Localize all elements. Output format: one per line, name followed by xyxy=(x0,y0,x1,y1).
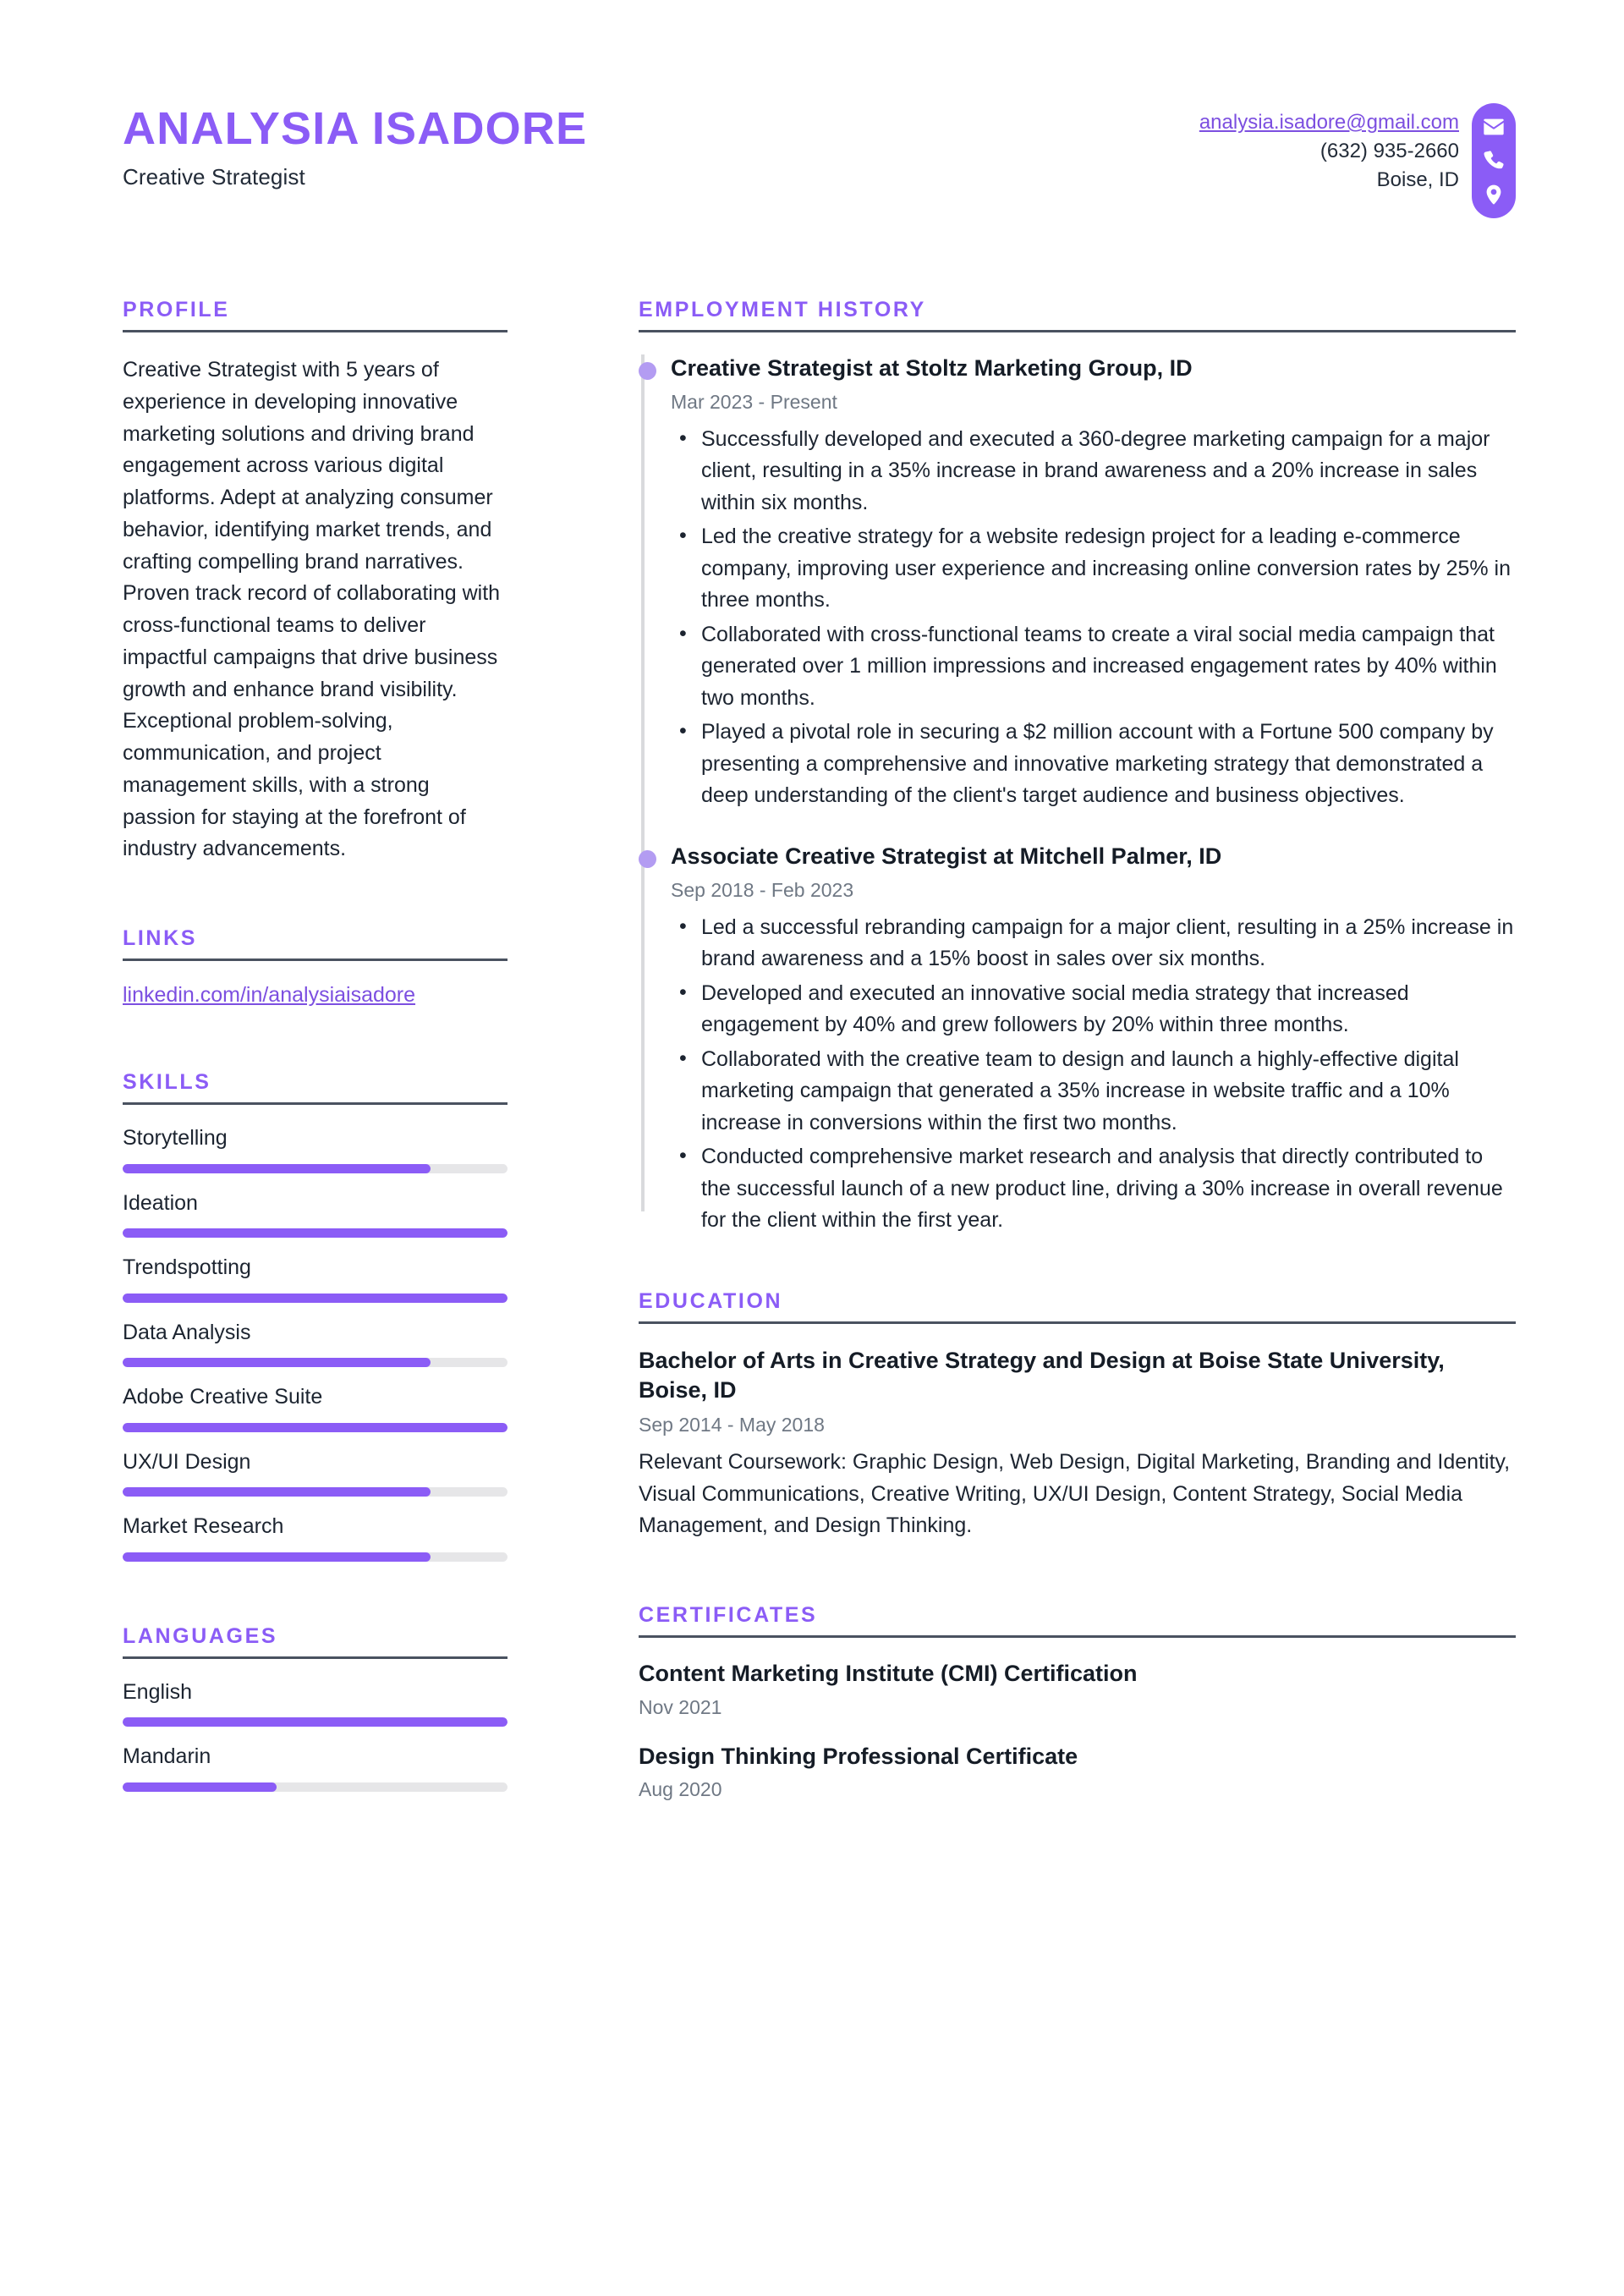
bullet-item: • Led the creative strategy for a website redesign project for a leading e-commerce company, improving user experience and increasing online conversion rates by 25% in three months. xyxy=(671,521,1516,617)
language-row xyxy=(123,1681,508,1727)
identity-block xyxy=(123,91,587,190)
contact-icon-rail xyxy=(1472,103,1516,218)
skill-row xyxy=(123,1386,508,1432)
skill-level-fill xyxy=(123,1487,431,1497)
skill-row xyxy=(123,1515,508,1562)
skill-level-track xyxy=(123,1164,508,1173)
language-level-fill xyxy=(123,1782,277,1792)
employment-entry xyxy=(671,354,1516,812)
section-skills xyxy=(123,1070,508,1562)
section-certificates xyxy=(639,1603,1516,1802)
main-column xyxy=(639,298,1516,1825)
resume-body xyxy=(0,218,1624,1825)
skill-label: Market Research xyxy=(123,1514,284,1538)
education-description: Relevant Coursework: Graphic Design, Web Design, Digital Marketing, Branding and Identity, Visual Communications, Creative Writing, UX/UI Design, Content Strategy, Social Media Management, and Design Thinking. xyxy=(639,1450,1511,1538)
education-entry xyxy=(639,1346,1516,1542)
section-profile xyxy=(123,298,508,865)
skill-label: Data Analysis xyxy=(123,1320,251,1344)
skill-level-track xyxy=(123,1487,508,1497)
contact-lines xyxy=(1199,103,1459,195)
language-level-track xyxy=(123,1782,508,1792)
contact-location: Boise, ID xyxy=(1376,168,1459,192)
link-item[interactable]: linkedin.com/in/analysiaisadore xyxy=(123,983,416,1007)
envelope-icon xyxy=(1482,115,1506,139)
bullet-item: • Developed and executed an innovative social media strategy that increased engagement by 40% and grew followers by 20% within three months. xyxy=(671,978,1516,1041)
languages-divider xyxy=(123,1656,508,1659)
skill-label: Adobe Creative Suite xyxy=(123,1385,323,1409)
certificates-heading: CERTIFICATES xyxy=(639,1602,818,1627)
skills-list xyxy=(123,1127,508,1562)
certificates-divider xyxy=(639,1635,1516,1638)
skill-level-track xyxy=(123,1552,508,1562)
profile-heading: PROFILE xyxy=(123,298,230,321)
certificate-date: Nov 2021 xyxy=(639,1695,722,1718)
skill-row xyxy=(123,1127,508,1173)
language-label: Mandarin xyxy=(123,1744,211,1768)
contact-email[interactable]: analysia.isadore@gmail.com xyxy=(1199,111,1459,134)
skill-label: Storytelling xyxy=(123,1126,228,1150)
map-pin-icon xyxy=(1482,183,1506,206)
skill-label: Trendspotting xyxy=(123,1255,251,1279)
skill-level-track xyxy=(123,1358,508,1367)
education-degree: Bachelor of Arts in Creative Strategy and Design at Boise State University, Boise, ID xyxy=(639,1347,1445,1403)
language-level-fill xyxy=(123,1717,508,1727)
skill-label: UX/UI Design xyxy=(123,1449,251,1474)
bullet-item: • Successfully developed and executed a 360-degree marketing campaign for a major client, resulting in a 35% increase in brand awareness and a 20% increase in sales within six months. xyxy=(671,424,1516,519)
skill-level-fill xyxy=(123,1228,508,1238)
employment-timeline xyxy=(639,354,1516,1237)
section-languages xyxy=(123,1624,508,1792)
skill-row xyxy=(123,1192,508,1239)
links-heading: LINKS xyxy=(123,926,197,950)
contact-phone: (632) 935-2660 xyxy=(1320,140,1459,163)
timeline-dot-icon xyxy=(639,850,656,868)
profile-text: Creative Strategist with 5 years of experience in developing innovative marketing solutions and driving brand engagement across various digital platforms. Adept at analyzing consumer behavior, identifying market trends, and crafting compelling brand narratives. Proven track record of collaborating with cross-functional teams to deliver impactful campaigns that drive business growth and enhance brand visibility. Exceptional problem-solving, communication, and project management skills, with a strong passion for staying at the forefront of industry advancements. xyxy=(123,358,501,861)
links-list xyxy=(123,983,508,1008)
section-education xyxy=(639,1289,1516,1542)
skill-level-track xyxy=(123,1294,508,1303)
candidate-job-title: Creative Strategist xyxy=(123,164,305,190)
entry-spacer xyxy=(671,821,1516,843)
skill-level-track xyxy=(123,1228,508,1238)
skills-heading: SKILLS xyxy=(123,1070,211,1094)
section-employment-history xyxy=(639,298,1516,1237)
skill-level-fill xyxy=(123,1423,508,1432)
skill-level-fill xyxy=(123,1358,431,1367)
education-divider xyxy=(639,1321,1516,1324)
links-divider xyxy=(123,958,508,961)
languages-heading: LANGUAGES xyxy=(123,1623,278,1648)
skill-row xyxy=(123,1321,508,1368)
sidebar-column xyxy=(123,298,508,1810)
certificate-entry xyxy=(639,1660,1516,1719)
language-level-track xyxy=(123,1717,508,1727)
certificate-name: Content Marketing Institute (CMI) Certification xyxy=(639,1660,1138,1686)
education-dates: Sep 2014 - May 2018 xyxy=(639,1414,825,1436)
education-heading: EDUCATION xyxy=(639,1288,783,1313)
languages-list xyxy=(123,1681,508,1792)
timeline-dot-icon xyxy=(639,362,656,380)
employment-divider xyxy=(639,330,1516,332)
certificate-date: Aug 2020 xyxy=(639,1778,722,1801)
resume-header xyxy=(0,0,1624,218)
section-links xyxy=(123,926,508,1008)
phone-icon xyxy=(1482,149,1506,173)
employment-title: Associate Creative Strategist at Mitchell Palmer, ID xyxy=(671,843,1222,869)
employment-title: Creative Strategist at Stoltz Marketing Group, ID xyxy=(671,355,1193,381)
bullet-item: • Played a pivotal role in securing a $2 million account with a Fortune 500 company by presenting a comprehensive and innovative marketing strategy that demonstrated a deep understanding of the client's target audience and business objectives. xyxy=(671,717,1516,812)
employment-bullets xyxy=(671,912,1516,1237)
employment-dates: Mar 2023 - Present xyxy=(671,390,837,413)
employment-bullets xyxy=(671,424,1516,812)
skill-level-fill xyxy=(123,1552,431,1562)
skill-level-fill xyxy=(123,1294,508,1303)
contact-block xyxy=(1199,91,1516,218)
skill-label: Ideation xyxy=(123,1190,198,1215)
bullet-item: • Conducted comprehensive market research and analysis that directly contributed to the successful launch of a new product line, driving a 30% increase in overall revenue for the client within the first year. xyxy=(671,1141,1516,1237)
bullet-item: • Collaborated with the creative team to design and launch a highly-effective digital marketing campaign that generated a 35% increase in website traffic and a 10% increase in conversions within the first two months. xyxy=(671,1044,1516,1140)
certificate-name: Design Thinking Professional Certificate xyxy=(639,1743,1078,1769)
candidate-name: ANALYSIA ISADORE xyxy=(123,103,588,154)
employment-heading: EMPLOYMENT HISTORY xyxy=(639,298,926,321)
skills-divider xyxy=(123,1102,508,1105)
skill-row xyxy=(123,1256,508,1303)
certificate-entry xyxy=(639,1743,1516,1802)
bullet-item: • Collaborated with cross-functional teams to create a viral social media campaign that generated over 1 million impressions and increased engagement rates by 40% within two months. xyxy=(671,619,1516,715)
employment-entry xyxy=(671,843,1516,1237)
skill-level-fill xyxy=(123,1164,431,1173)
language-label: English xyxy=(123,1679,192,1704)
skill-level-track xyxy=(123,1423,508,1432)
employment-dates: Sep 2018 - Feb 2023 xyxy=(671,878,854,901)
language-row xyxy=(123,1745,508,1792)
profile-divider xyxy=(123,330,508,332)
skill-row xyxy=(123,1451,508,1497)
bullet-item: • Led a successful rebranding campaign for a major client, resulting in a 25% increase in brand awareness and a 15% boost in sales over six months. xyxy=(671,912,1516,975)
